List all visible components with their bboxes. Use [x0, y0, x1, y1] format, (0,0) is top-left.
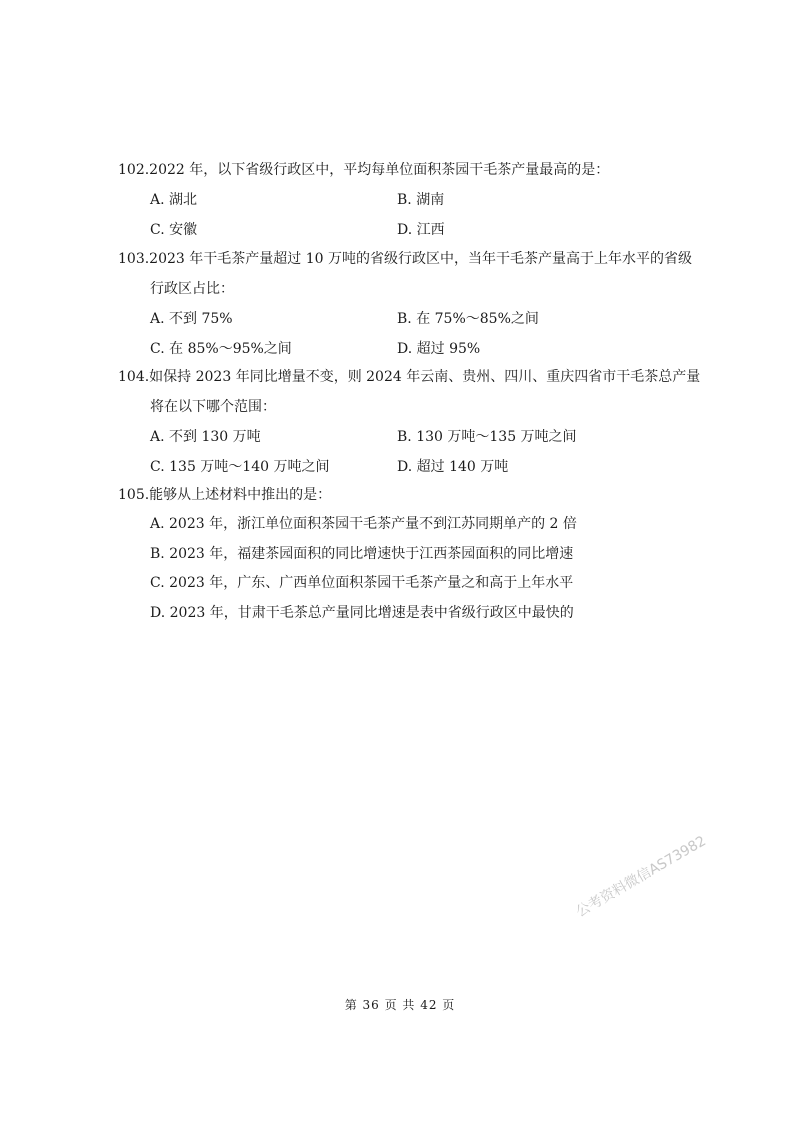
- option-letter: A.: [150, 516, 165, 532]
- question-105: [118, 480, 708, 628]
- option-letter: C.: [150, 222, 165, 238]
- option-letter: B.: [150, 545, 165, 562]
- question-text: 2022 年，以下省级行政区中，平均每单位面积茶园干毛茶产量最高的是：: [149, 162, 610, 178]
- option-letter: A.: [150, 192, 165, 208]
- option-text: 超过 95%: [416, 341, 481, 357]
- question-number: 102.: [118, 162, 150, 178]
- option-text: 江西: [416, 222, 445, 238]
- question-102: [118, 155, 708, 245]
- option-letter: D.: [397, 459, 413, 475]
- option-d[interactable]: [397, 215, 644, 245]
- option-text: 不到 130 万吨: [169, 429, 261, 445]
- option-text: 在 75%～85%之间: [416, 311, 539, 327]
- option-c[interactable]: [150, 452, 397, 482]
- option-letter: B.: [397, 429, 412, 445]
- question-stem-continued: 将在以下哪个范围：: [150, 399, 276, 415]
- option-d[interactable]: [397, 334, 644, 364]
- question-text: 能够从上述材料中推出的是：: [149, 487, 332, 503]
- option-text: 2023 年，浙江单位面积茶园干毛茶产量不到江苏同期单产的 2 倍: [169, 516, 577, 532]
- question-stem: [118, 244, 708, 274]
- option-c[interactable]: [150, 334, 397, 364]
- question-stem: [118, 155, 708, 185]
- option-a[interactable]: [118, 510, 708, 540]
- option-text: 湖北: [169, 192, 198, 208]
- option-c[interactable]: [150, 215, 397, 245]
- question-stem: [118, 362, 708, 392]
- option-letter: B.: [397, 192, 412, 208]
- option-text: 湖南: [416, 192, 445, 208]
- option-row: [118, 185, 708, 215]
- option-b[interactable]: [397, 422, 644, 452]
- page-footer: 第 36 页 共 42 页: [344, 998, 456, 1012]
- option-text: 2023 年，甘肃干毛茶总产量同比增速是表中省级行政区中最快的: [169, 604, 574, 621]
- option-row: [118, 215, 708, 245]
- option-letter: C.: [150, 341, 165, 357]
- option-letter: D.: [397, 341, 413, 357]
- option-text: 在 85%～95%之间: [169, 341, 292, 357]
- question-103: [118, 244, 708, 364]
- option-b[interactable]: [118, 540, 708, 570]
- option-text: 安徽: [169, 222, 198, 238]
- question-stem: [118, 480, 708, 510]
- question-text: 2023 年干毛茶产量超过 10 万吨的省级行政区中，当年干毛茶产量高于上年水平的省级: [149, 251, 692, 267]
- option-row: [118, 334, 708, 364]
- option-b[interactable]: [397, 304, 644, 334]
- option-a[interactable]: [150, 304, 397, 334]
- option-text: 超过 140 万吨: [416, 459, 509, 475]
- question-text: 如保持 2023 年同比增量不变，则 2024 年云南、贵州、四川、重庆四省市干毛茶总产量: [149, 369, 701, 385]
- option-row: [118, 422, 708, 452]
- option-letter: B.: [397, 311, 412, 327]
- option-text: 135 万吨～140 万吨之间: [169, 459, 330, 475]
- option-a[interactable]: [150, 422, 397, 452]
- option-c[interactable]: [118, 569, 708, 599]
- option-b[interactable]: [397, 185, 644, 215]
- option-row: [118, 304, 708, 334]
- option-d[interactable]: [118, 599, 708, 629]
- option-letter: A.: [150, 429, 165, 445]
- option-d[interactable]: [397, 452, 644, 482]
- question-number: 105.: [118, 487, 150, 503]
- option-row: [118, 452, 708, 482]
- option-text: 130 万吨～135 万吨之间: [416, 429, 577, 445]
- question-number: 103.: [118, 251, 150, 267]
- option-text: 2023 年，广东、广西单位面积茶园干毛茶产量之和高于上年水平: [169, 575, 574, 591]
- option-letter: C.: [150, 575, 165, 591]
- option-a[interactable]: [150, 185, 397, 215]
- option-text: 2023 年，福建茶园面积的同比增速快于江西茶园面积的同比增速: [169, 545, 574, 562]
- option-letter: D.: [150, 604, 166, 621]
- option-letter: C.: [150, 459, 165, 475]
- option-letter: A.: [150, 311, 165, 327]
- option-letter: D.: [397, 222, 413, 238]
- watermark: 公考资料微信AS73982: [573, 833, 709, 921]
- question-104: [118, 362, 708, 482]
- question-stem-continued: 行政区占比：: [150, 281, 234, 297]
- option-text: 不到 75%: [169, 311, 233, 327]
- question-number: 104.: [118, 369, 150, 385]
